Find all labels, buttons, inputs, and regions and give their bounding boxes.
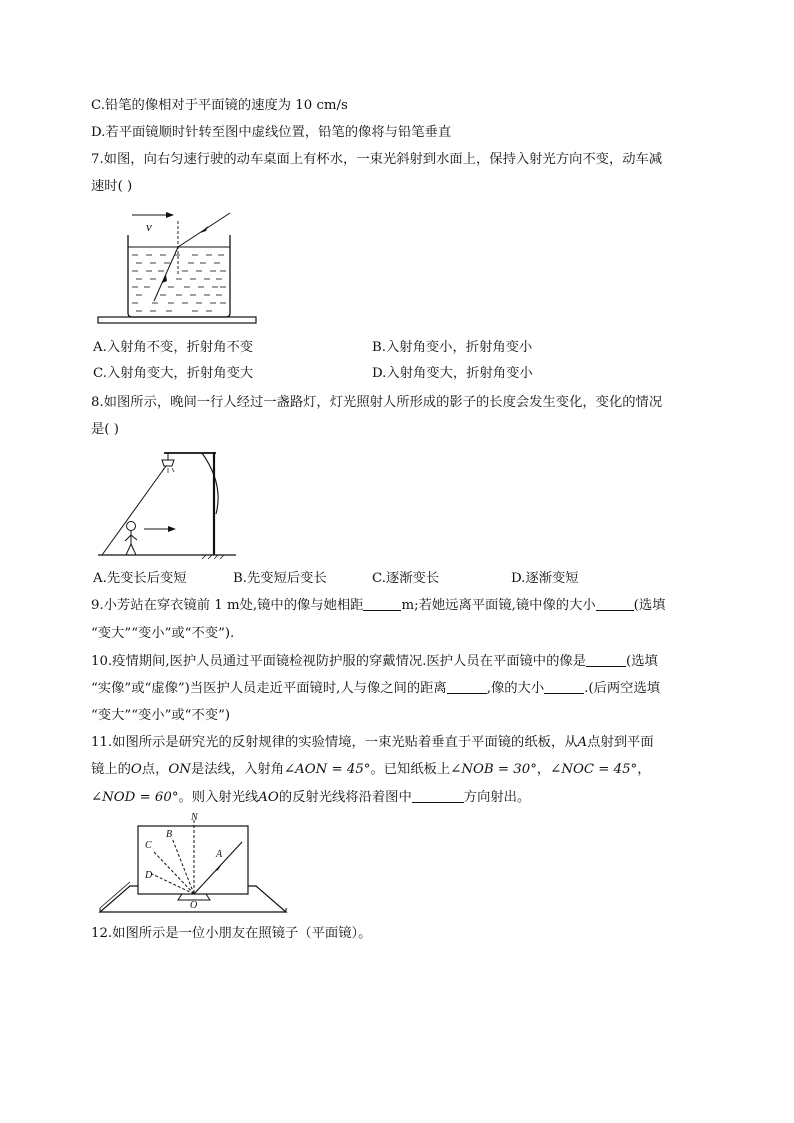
q8-stem-line2: 是( ) (91, 422, 119, 437)
q9-line2: “变大”“变小”或“不变”). (91, 626, 235, 641)
velocity-arrow-head (166, 212, 174, 218)
q10-text-5: .(后两空选填 (584, 681, 661, 696)
velocity-label: v (146, 219, 152, 234)
q11-line1 (91, 733, 654, 753)
q11-blank-direction[interactable] (412, 788, 464, 803)
q9-blank-size[interactable] (596, 596, 634, 611)
q11-text-1: 11.如图所示是研究光的反射规律的实验情境，一束光贴着垂直于平面镜的纸板，从 (91, 735, 578, 750)
q10-line1 (91, 652, 658, 672)
q10-line2 (91, 679, 660, 699)
q11-text-9: 。则入射光线 (178, 790, 259, 805)
cardboard-screen (138, 826, 248, 894)
q11-text-5: 是法线，入射角 (190, 762, 285, 777)
label-o: O (190, 900, 198, 911)
q8-figure (96, 444, 246, 560)
q7-figure (96, 205, 266, 327)
q8-option-d: D.逐渐变短 (511, 571, 579, 586)
q11-text-3: 镜上的 (91, 762, 131, 777)
q7-cup-diagram (96, 205, 266, 327)
q7-stem-line1: 7.如图，向右匀速行驶的动车桌面上有杯水，一束光斜射到水面上，保持入射光方向不变，动车减 (91, 152, 663, 167)
walking-arrow-head (168, 526, 176, 532)
q8-option-a: A.先变长后变短 (93, 571, 187, 586)
lamp-shade (162, 460, 174, 466)
q9-text-3: (选填 (633, 598, 666, 613)
q11-text-2: 点射到平面 (587, 735, 654, 750)
q9-line1 (91, 596, 665, 616)
q8-option-c: C.逐渐变长 (372, 571, 440, 586)
q11-angle-aon: ∠AON = 45° (284, 762, 371, 777)
q11-reflection-diagram (96, 812, 296, 916)
q11-text-10: 的反射光线将沿着图中 (278, 790, 412, 805)
q11-point-a: A (577, 735, 588, 750)
q11-line2 (91, 760, 650, 780)
q10-blank-size[interactable] (544, 679, 584, 694)
q6-option-d: D.若平面镜顺时针转至图中虚线位置，铅笔的像将与铅笔垂直 (91, 125, 452, 140)
q11-text-6: 。已知纸板上 (370, 762, 451, 777)
q9-blank-distance[interactable] (363, 596, 401, 611)
q8-stem-line1: 8.如图所示，晚间一行人经过一盏路灯，灯光照射人所形成的影子的长度会发生变化，变化的情况 (91, 395, 663, 410)
q11-text-8: ， (637, 762, 651, 777)
label-n: N (191, 812, 198, 823)
light-ray (102, 466, 166, 555)
q10-blank-image-type[interactable] (586, 652, 626, 667)
q7-stem-line2: 速时( ) (91, 179, 133, 194)
label-c: C (145, 840, 152, 851)
q10-blank-distance[interactable] (447, 679, 487, 694)
q11-normal-on: ON (168, 762, 191, 777)
q10-text-2: (选填 (626, 654, 658, 669)
label-a: A (216, 849, 223, 860)
q11-angle-nob: ∠NOB = 30° (450, 762, 537, 777)
q10-line3: “变大”“变小”或“不变”) (91, 708, 231, 723)
q11-text-7: ， (536, 762, 551, 777)
q11-angle-nod: ∠NOD = 60° (91, 790, 179, 805)
q11-line3 (91, 788, 530, 808)
q9-text-2: m;若她远离平面镜,镜中像的大小 (401, 598, 596, 613)
q8-streetlight-diagram (96, 444, 246, 560)
q7-option-c: C.入射角变大，折射角变大 (93, 366, 254, 381)
q10-text-1: 10.疫情期间,医护人员通过平面镜检视防护服的穿戴情况.医护人员在平面镜中的像是 (91, 654, 586, 669)
q6-option-c: C.铅笔的像相对于平面镜的速度为 10 cm/s (91, 98, 348, 113)
q7-option-b: B.入射角变小，折射角变小 (372, 340, 533, 355)
q11-point-o: O (130, 762, 142, 777)
q11-ray-ao: AO (258, 790, 279, 805)
q12-stem: 12.如图所示是一位小朋友在照镜子（平面镜）。 (91, 926, 372, 941)
label-d: D (145, 870, 153, 881)
q10-text-4: ,像的大小 (486, 681, 545, 696)
water-hatching (132, 255, 226, 311)
q11-text-4: 点， (141, 762, 169, 777)
q7-option-a: A.入射角不变，折射角不变 (93, 340, 254, 355)
q11-figure (96, 812, 296, 916)
label-b: B (166, 829, 173, 840)
q7-option-d: D.入射角变大，折射角变小 (372, 366, 533, 381)
person-head (127, 522, 136, 531)
q9-text-1: 9.小芳站在穿衣镜前 1 m处,镜中的像与她相距 (91, 598, 364, 613)
q11-text-11: 方向射出。 (463, 790, 531, 805)
table-top (98, 317, 256, 323)
lamp-bracket (202, 453, 218, 514)
q10-text-3: “实像”或“虚像”)当医护人员走近平面镜时,人与像之间的距离 (91, 681, 447, 696)
q8-option-b: B.先变短后变长 (233, 571, 327, 586)
q11-angle-noc: ∠NOC = 45° (550, 762, 638, 777)
